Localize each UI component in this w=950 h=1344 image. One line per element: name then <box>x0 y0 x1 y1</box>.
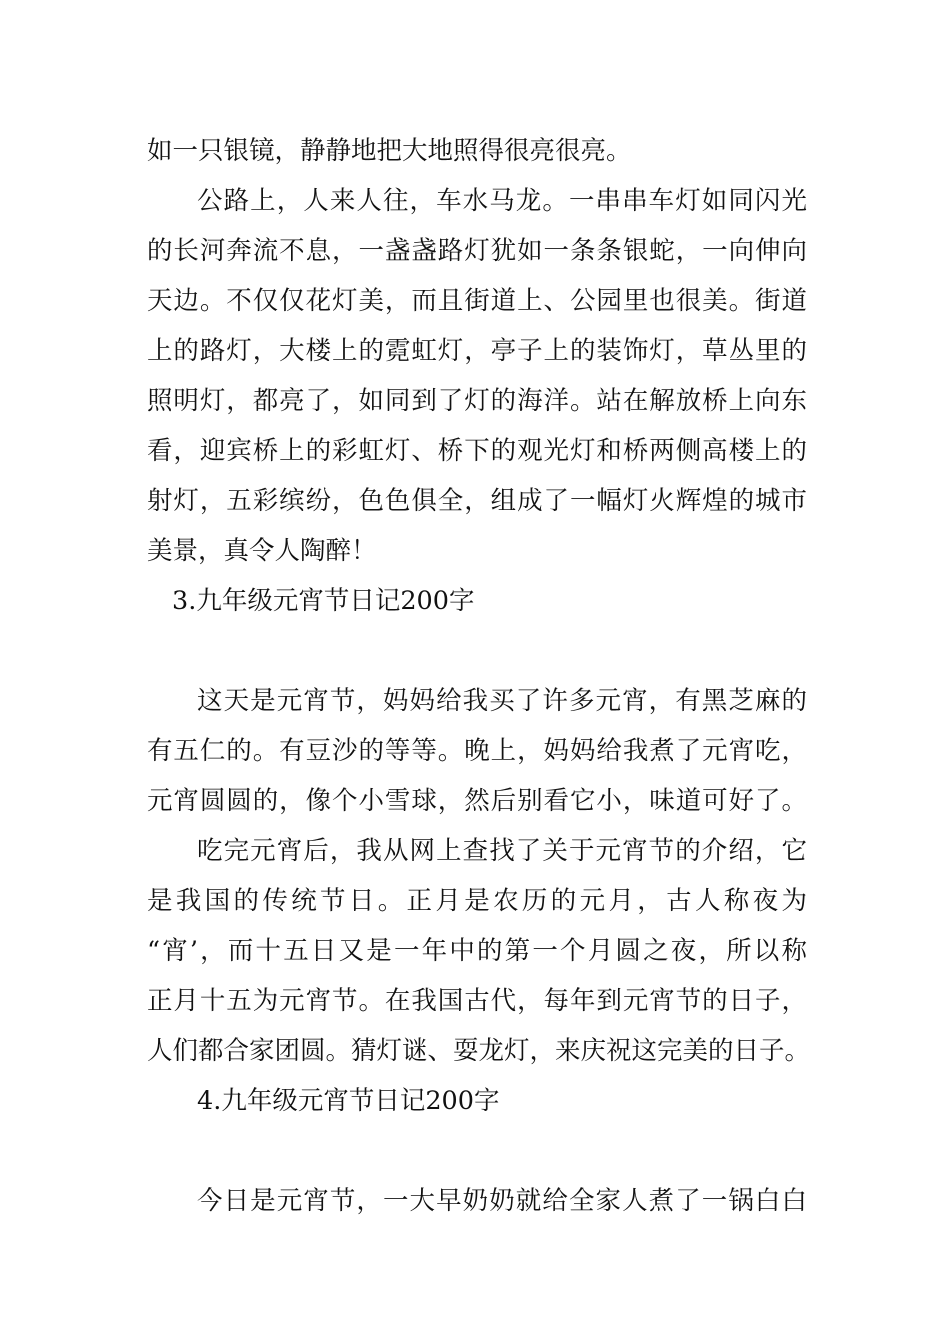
section-heading: 3.九年级元宵节日记200字 <box>172 586 475 616</box>
paragraph-line: 的长河奔流不息，一盏盏路灯犹如一条条银蛇，一向伸向 <box>147 236 807 266</box>
paragraph-line: 照明灯，都亮了，如同到了灯的海洋。站在解放桥上向东 <box>147 386 807 416</box>
section-heading: 4.九年级元宵节日记200字 <box>197 1086 500 1116</box>
paragraph-line: 元宵圆圆的，像个小雪球，然后别看它小，味道可好了。 <box>147 786 807 816</box>
paragraph-line: 有五仁的。有豆沙的等等。晚上，妈妈给我煮了元宵吃， <box>147 736 807 766</box>
paragraph-line: 这天是元宵节，妈妈给我买了许多元宵，有黑芝麻的 <box>197 686 807 716</box>
paragraph-line: 看，迎宾桥上的彩虹灯、桥下的观光灯和桥两侧高楼上的 <box>147 436 807 466</box>
paragraph-line: 正月十五为元宵节。在我国古代，每年到元宵节的日子， <box>147 986 807 1016</box>
paragraph-line: 美景，真令人陶醉！ <box>147 536 377 566</box>
paragraph-line: 上的路灯，大楼上的霓虹灯，亭子上的装饰灯，草丛里的 <box>147 336 807 366</box>
paragraph-line: 公路上，人来人往，车水马龙。一串串车灯如同闪光 <box>197 186 807 216</box>
paragraph-line: 如一只银镜，静静地把大地照得很亮很亮。 <box>147 136 632 166</box>
paragraph-line: “宵’，而十五日又是一年中的第一个月圆之夜，所以称 <box>147 936 807 966</box>
paragraph-line: 吃完元宵后，我从网上查找了关于元宵节的介绍，它 <box>197 836 807 866</box>
paragraph-line: 今日是元宵节，一大早奶奶就给全家人煮了一锅白白 <box>197 1186 807 1216</box>
paragraph-line: 是我国的传统节日。正月是农历的元月，古人称夜为 <box>147 886 807 916</box>
paragraph-line: 人们都合家团圆。猜灯谜、耍龙灯，来庆祝这完美的日子。 <box>147 1036 811 1066</box>
paragraph-line: 天边。不仅仅花灯美，而且街道上、公园里也很美。街道 <box>147 286 807 316</box>
paragraph-line: 射灯，五彩缤纷，色色俱全，组成了一幅灯火辉煌的城市 <box>147 486 807 516</box>
